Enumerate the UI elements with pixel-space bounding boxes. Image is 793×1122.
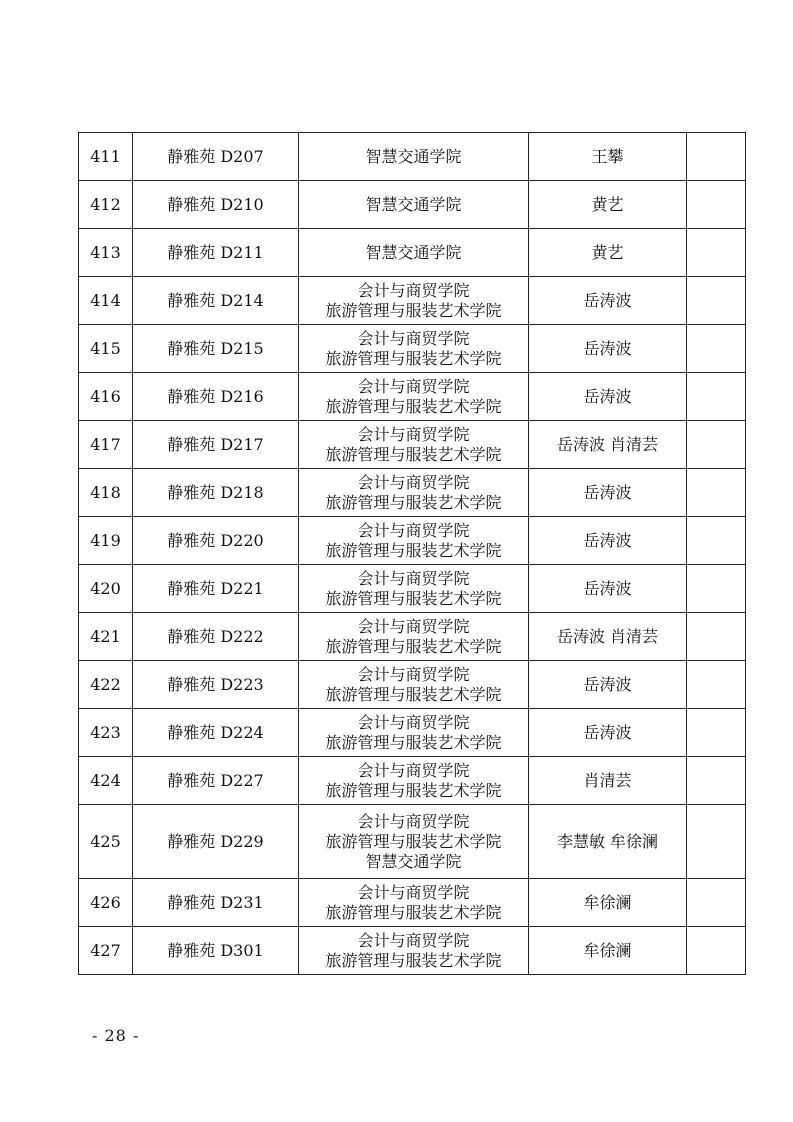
person-cell [529,373,687,421]
row-number-cell [79,373,133,421]
note-cell [687,879,746,927]
room-label: 静雅苑 D301 [167,940,264,960]
row-number-cell [79,517,133,565]
college-cell [299,181,529,229]
room-label: 静雅苑 D224 [167,722,264,742]
person-names: 岳涛波 [583,290,632,310]
table-row [79,469,746,517]
row-number: 418 [90,482,121,502]
person-cell [529,517,687,565]
college-name: 旅游管理与服装艺术学院 [325,636,502,656]
college-name: 会计与商贸学院 [357,328,470,348]
college-name: 会计与商贸学院 [357,424,470,444]
note-cell [687,709,746,757]
row-number: 419 [90,530,121,550]
room-label: 静雅苑 D220 [167,530,264,550]
room-label: 静雅苑 D216 [167,386,264,406]
person-cell [529,805,687,879]
college-name: 智慧交通学院 [365,242,462,262]
table-row [79,757,746,805]
person-cell [529,709,687,757]
room-label: 静雅苑 D229 [167,831,264,851]
row-number-cell [79,613,133,661]
row-number: 424 [90,770,121,790]
note-cell [687,181,746,229]
college-name: 会计与商贸学院 [357,376,470,396]
table-row [79,709,746,757]
room-label: 静雅苑 D231 [167,892,264,912]
row-number-cell [79,927,133,975]
row-number-cell [79,229,133,277]
college-cell [299,927,529,975]
room-cell [133,927,299,975]
row-number: 423 [90,722,121,742]
college-name: 旅游管理与服装艺术学院 [325,540,502,560]
person-cell [529,469,687,517]
table-row [79,229,746,277]
row-number: 413 [90,242,121,262]
table-row [79,421,746,469]
college-cell [299,757,529,805]
row-number-cell [79,421,133,469]
college-cell [299,879,529,927]
college-cell [299,133,529,181]
table-row [79,133,746,181]
table-row [79,325,746,373]
person-cell [529,757,687,805]
note-cell [687,927,746,975]
college-name: 旅游管理与服装艺术学院 [325,684,502,704]
room-cell [133,325,299,373]
person-cell [529,565,687,613]
row-number: 416 [90,386,121,406]
person-cell [529,325,687,373]
person-names: 牟徐澜 [583,940,632,960]
person-names: 岳涛波 [583,674,632,694]
person-names: 岳涛波 [583,578,632,598]
college-name: 旅游管理与服装艺术学院 [325,492,502,512]
college-name: 旅游管理与服装艺术学院 [325,950,502,970]
note-cell [687,805,746,879]
college-name: 会计与商贸学院 [357,472,470,492]
person-cell [529,277,687,325]
table-row [79,613,746,661]
college-name: 会计与商贸学院 [357,568,470,588]
person-cell [529,879,687,927]
college-cell [299,373,529,421]
room-cell [133,469,299,517]
note-cell [687,661,746,709]
college-name: 会计与商贸学院 [357,616,470,636]
row-number-cell [79,565,133,613]
room-cell [133,879,299,927]
person-names: 岳涛波 [583,530,632,550]
person-cell [529,133,687,181]
row-number: 415 [90,338,121,358]
row-number: 417 [90,434,121,454]
room-label: 静雅苑 D214 [167,290,264,310]
room-cell [133,133,299,181]
college-cell [299,277,529,325]
note-cell [687,613,746,661]
person-names: 肖清芸 [583,770,632,790]
row-number: 411 [90,146,121,166]
person-names: 岳涛波 肖清芸 [556,626,659,646]
note-cell [687,757,746,805]
college-cell [299,709,529,757]
room-cell [133,181,299,229]
college-name: 旅游管理与服装艺术学院 [325,348,502,368]
college-cell [299,325,529,373]
row-number: 414 [90,290,121,310]
room-cell [133,805,299,879]
college-name: 旅游管理与服装艺术学院 [325,444,502,464]
note-cell [687,133,746,181]
room-cell [133,229,299,277]
person-names: 岳涛波 [583,386,632,406]
room-cell [133,613,299,661]
row-number: 427 [90,940,121,960]
table-row [79,927,746,975]
college-name: 旅游管理与服装艺术学院 [325,300,502,320]
college-name: 会计与商贸学院 [357,520,470,540]
person-names: 李慧敏 牟徐澜 [556,831,659,851]
college-name: 旅游管理与服装艺术学院 [325,588,502,608]
person-cell [529,661,687,709]
person-cell [529,181,687,229]
person-names: 岳涛波 [583,482,632,502]
note-cell [687,277,746,325]
college-cell [299,229,529,277]
person-names: 黄艺 [591,194,624,214]
person-cell [529,927,687,975]
person-cell [529,421,687,469]
row-number-cell [79,805,133,879]
table-row [79,565,746,613]
room-label: 静雅苑 D218 [167,482,264,502]
row-number: 421 [90,626,121,646]
college-name: 智慧交通学院 [365,146,462,166]
row-number-cell [79,325,133,373]
room-label: 静雅苑 D210 [167,194,264,214]
table-row [79,879,746,927]
room-label: 静雅苑 D217 [167,434,264,454]
note-cell [687,469,746,517]
person-names: 黄艺 [591,242,624,262]
row-number-cell [79,133,133,181]
note-cell [687,517,746,565]
row-number: 420 [90,578,121,598]
room-cell [133,421,299,469]
row-number-cell [79,181,133,229]
row-number-cell [79,469,133,517]
college-cell [299,565,529,613]
note-cell [687,565,746,613]
room-label: 静雅苑 D227 [167,770,264,790]
college-name: 旅游管理与服装艺术学院 [325,902,502,922]
college-cell [299,805,529,879]
room-label: 静雅苑 D211 [167,242,264,262]
college-name: 会计与商贸学院 [357,664,470,684]
college-cell [299,517,529,565]
row-number-cell [79,277,133,325]
college-name: 旅游管理与服装艺术学院 [325,732,502,752]
college-name: 旅游管理与服装艺术学院 [325,780,502,800]
college-name: 旅游管理与服装艺术学院 [325,396,502,416]
room-label: 静雅苑 D221 [167,578,264,598]
room-label: 静雅苑 D215 [167,338,264,358]
room-cell [133,517,299,565]
room-cell [133,661,299,709]
row-number: 412 [90,194,121,214]
person-names: 牟徐澜 [583,892,632,912]
college-name: 旅游管理与服装艺术学院 [325,831,502,851]
college-cell [299,661,529,709]
table-body [79,133,746,975]
college-cell [299,421,529,469]
room-cell [133,565,299,613]
table-row [79,373,746,421]
college-name: 会计与商贸学院 [357,712,470,732]
person-cell [529,613,687,661]
college-name: 会计与商贸学院 [357,882,470,902]
college-name: 会计与商贸学院 [357,811,470,831]
room-cell [133,709,299,757]
college-name: 会计与商贸学院 [357,760,470,780]
row-number-cell [79,661,133,709]
table-row [79,517,746,565]
table-row [79,661,746,709]
room-label: 静雅苑 D207 [167,146,264,166]
table-row [79,805,746,879]
room-cell [133,373,299,421]
college-cell [299,613,529,661]
person-names: 王攀 [591,146,624,166]
note-cell [687,373,746,421]
person-names: 岳涛波 [583,722,632,742]
room-cell [133,277,299,325]
person-names: 岳涛波 [583,338,632,358]
row-number-cell [79,879,133,927]
row-number-cell [79,757,133,805]
college-name: 会计与商贸学院 [357,930,470,950]
page-number: - 28 - [92,1026,140,1045]
row-number: 426 [90,892,121,912]
note-cell [687,421,746,469]
row-number: 425 [90,831,121,851]
room-cell [133,757,299,805]
room-label: 静雅苑 D223 [167,674,264,694]
note-cell [687,229,746,277]
person-cell [529,229,687,277]
table-row [79,277,746,325]
college-cell [299,469,529,517]
college-name: 智慧交通学院 [365,851,462,871]
person-names: 岳涛波 肖清芸 [556,434,659,454]
dormitory-assignment-table [78,132,746,975]
table-row [79,181,746,229]
note-cell [687,325,746,373]
college-name: 会计与商贸学院 [357,280,470,300]
college-name: 智慧交通学院 [365,194,462,214]
row-number-cell [79,709,133,757]
row-number: 422 [90,674,121,694]
room-label: 静雅苑 D222 [167,626,264,646]
